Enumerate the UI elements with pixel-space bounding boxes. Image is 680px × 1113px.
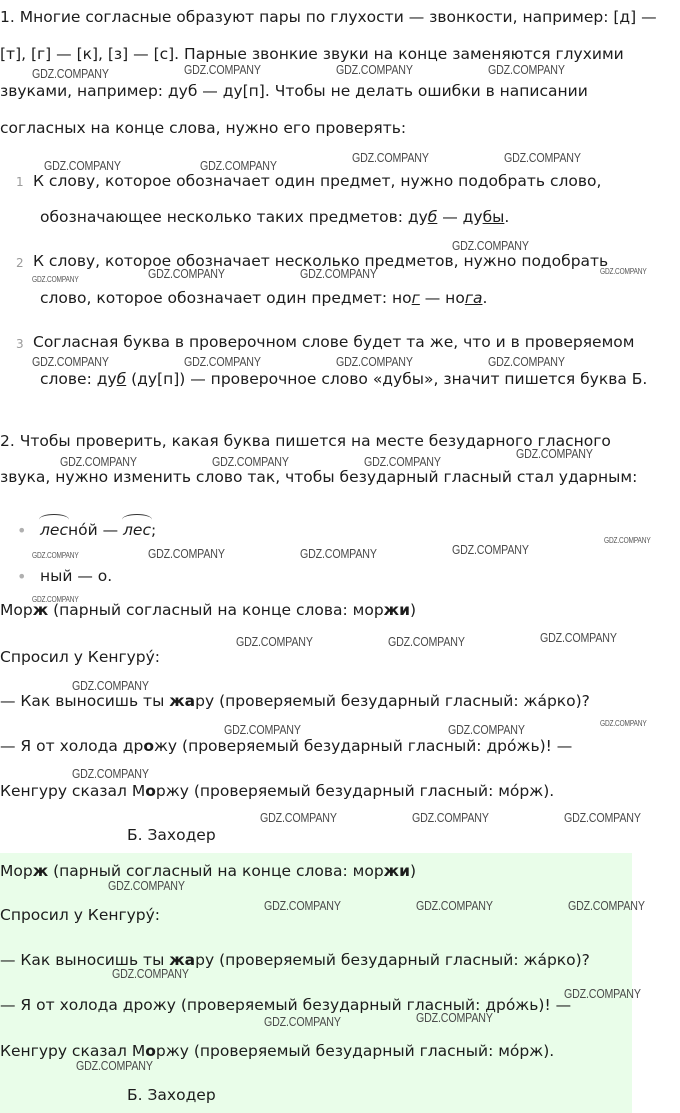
highlight-block: [0, 853, 632, 1113]
step-number: 1: [16, 175, 24, 189]
watermark: GDZ.COMPANY: [452, 238, 529, 253]
watermark: GDZ.COMPANY: [72, 766, 149, 781]
watermark: GDZ.COMPANY: [504, 150, 581, 165]
step2-line1: К слову, которое обозначает несколько предметов, нужно подобрать: [33, 252, 609, 270]
step2-line2: слово, которое обозначает один предмет: ног — нога.: [40, 289, 488, 307]
poem-line1: Морж (парный согласный на конце слова: моржи): [0, 601, 417, 619]
rule1-line1: 1. Многие согласные образуют пары по глухости — звонкости, например: [д] —: [0, 8, 657, 26]
root-mark: лес: [123, 521, 151, 539]
step1-line1: К слову, которое обозначает один предмет, нужно подобрать слово,: [33, 172, 602, 190]
poem2-author: Б. Заходер: [127, 1086, 216, 1104]
step1-line2: обозначающее несколько таких предметов: дуб — дубы.: [40, 208, 510, 226]
poem2-line5: Кенгуру сказал Моржу (проверяемый безударный гласный: мо́рж).: [0, 1042, 555, 1060]
watermark: GDZ.COMPANY: [564, 986, 641, 1001]
poem2-line2: Спросил у Кенгуру́:: [0, 906, 161, 924]
watermark: GDZ.COMPANY: [600, 719, 647, 728]
watermark: GDZ.COMPANY: [488, 354, 565, 369]
watermark: GDZ.COMPANY: [416, 1010, 493, 1025]
watermark: GDZ.COMPANY: [336, 62, 413, 77]
step3-line1: Согласная буква в проверочном слове будет та же, что и в проверяемом: [33, 333, 635, 351]
poem2-line4: — Я от холода дрожу (проверяемый безударный гласный: дро́жь)! —: [0, 996, 572, 1014]
watermark: GDZ.COMPANY: [300, 546, 377, 561]
poem-line2: Спросил у Кенгуру́:: [0, 648, 161, 666]
poem-line5: Кенгуру сказал Моржу (проверяемый безударный гласный: мо́рж).: [0, 782, 555, 800]
poem-line4: — Я от холода дрожу (проверяемый безударный гласный: дро́жь)! —: [0, 737, 573, 755]
watermark: GDZ.COMPANY: [412, 810, 489, 825]
root-mark: лес: [40, 521, 68, 539]
step-number: 3: [16, 337, 24, 351]
rule1-line2: [т], [г] — [к], [з] — [с]. Парные звонкие звуки на конце заменяются глухими: [0, 45, 624, 63]
rule2-line1: 2. Чтобы проверить, какая буква пишется на месте безударного гласного: [0, 432, 611, 450]
watermark: GDZ.COMPANY: [352, 150, 429, 165]
watermark: GDZ.COMPANY: [44, 158, 121, 173]
watermark: GDZ.COMPANY: [600, 267, 647, 276]
watermark: GDZ.COMPANY: [416, 898, 493, 913]
watermark: GDZ.COMPANY: [488, 62, 565, 77]
watermark: GDZ.COMPANY: [516, 446, 593, 461]
example-bullet-2: ный — о.: [40, 567, 113, 585]
watermark: GDZ.COMPANY: [76, 1058, 153, 1073]
watermark: GDZ.COMPANY: [32, 66, 109, 81]
watermark: GDZ.COMPANY: [448, 722, 525, 737]
bullet: •: [17, 521, 27, 540]
watermark: GDZ.COMPANY: [604, 536, 651, 545]
watermark: GDZ.COMPANY: [212, 454, 289, 469]
watermark: GDZ.COMPANY: [148, 266, 225, 281]
poem-line3: — Как выносишь ты жару (проверяемый безударный гласный: жа́рко)?: [0, 692, 590, 710]
watermark: GDZ.COMPANY: [336, 354, 413, 369]
watermark: GDZ.COMPANY: [184, 354, 261, 369]
watermark: GDZ.COMPANY: [72, 678, 149, 693]
watermark: GDZ.COMPANY: [224, 722, 301, 737]
example-bullet-1: лесно́й — лес;: [40, 521, 157, 539]
rule1-line4: согласных на конце слова, нужно его проверять:: [0, 119, 407, 137]
watermark: GDZ.COMPANY: [32, 275, 79, 284]
watermark: GDZ.COMPANY: [264, 898, 341, 913]
watermark: GDZ.COMPANY: [452, 542, 529, 557]
watermark: GDZ.COMPANY: [260, 810, 337, 825]
watermark: GDZ.COMPANY: [60, 454, 137, 469]
watermark: GDZ.COMPANY: [32, 354, 109, 369]
watermark: GDZ.COMPANY: [364, 454, 441, 469]
rule1-line3: звуками, например: дуб — ду[п]. Чтобы не делать ошибки в написании: [0, 82, 588, 100]
watermark: GDZ.COMPANY: [108, 878, 185, 893]
poem2-line1: Морж (парный согласный на конце слова: моржи): [0, 862, 417, 880]
watermark: GDZ.COMPANY: [264, 1014, 341, 1029]
step-number: 2: [16, 256, 24, 270]
watermark: GDZ.COMPANY: [148, 546, 225, 561]
watermark: GDZ.COMPANY: [32, 551, 79, 560]
bullet: •: [17, 567, 27, 586]
watermark: GDZ.COMPANY: [200, 158, 277, 173]
watermark: GDZ.COMPANY: [236, 634, 313, 649]
watermark: GDZ.COMPANY: [184, 62, 261, 77]
step3-line2: слове: дуб (ду[п]) — проверочное слово «дубы», значит пишется буква Б.: [40, 370, 648, 388]
watermark: GDZ.COMPANY: [564, 810, 641, 825]
watermark: GDZ.COMPANY: [388, 634, 465, 649]
watermark: GDZ.COMPANY: [300, 266, 377, 281]
watermark: GDZ.COMPANY: [32, 595, 79, 604]
watermark: GDZ.COMPANY: [112, 966, 189, 981]
watermark: GDZ.COMPANY: [568, 898, 645, 913]
rule2-line2: звука, нужно изменить слово так, чтобы безударный гласный стал ударным:: [0, 468, 638, 486]
poem2-line3: — Как выносишь ты жару (проверяемый безударный гласный: жа́рко)?: [0, 951, 590, 969]
watermark: GDZ.COMPANY: [540, 630, 617, 645]
poem-author: Б. Заходер: [127, 826, 216, 844]
